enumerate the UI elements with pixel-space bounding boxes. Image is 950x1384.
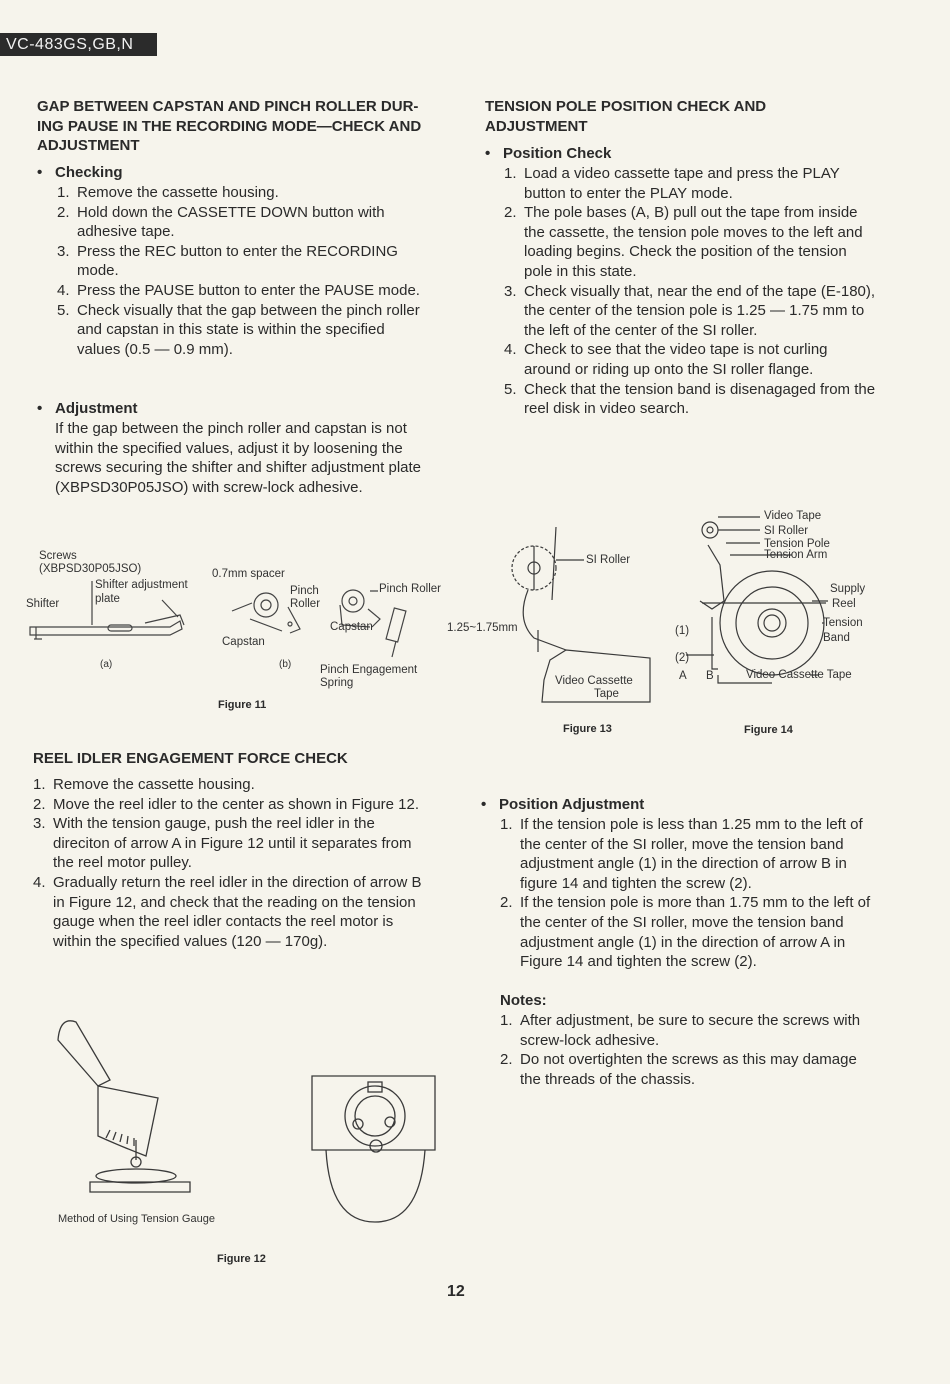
fig13-si-roller-label: SI Roller [586, 554, 631, 566]
position-adjustment-heading: • Position Adjustment [481, 796, 645, 813]
list-item: 2. Do not overtighten the screws as this may damage the threads of the chassis. [500, 1051, 857, 1088]
figure-13-caption: Figure 13 [563, 723, 612, 735]
fig13-video-cassette-label: Video Cassette [555, 675, 633, 687]
bullet-icon: • [37, 400, 43, 417]
list-item: 5. Check that the tension band is disenagaged from the reel disk in video search. [504, 380, 876, 418]
fig11-spacer-label: 0.7mm spacer [212, 568, 285, 580]
fig11-shifter-adjustment-label: Shifter adjustment [95, 579, 188, 591]
list-item: 1. After adjustment, be sure to secure the screws with screw-lock adhesive. [500, 1012, 861, 1049]
fig11-screws-label: Screws [39, 550, 77, 562]
fig13-dimension-label: 1.25~1.75mm [447, 622, 518, 634]
fig14-a-label: A [679, 670, 687, 682]
fig12-method-label: Method of Using Tension Gauge [58, 1213, 215, 1225]
fig14-one-label: (1) [675, 625, 690, 637]
reel-steps [33, 775, 427, 951]
fig13-tape-label: Tape [594, 688, 619, 700]
fig14-b-label: B [706, 670, 714, 682]
fig11-b-label: (b) [279, 659, 292, 670]
fig11-plate-label: plate [95, 593, 120, 605]
list-item: 2. The pole bases (A, B) pull out the tape from inside the cassette, the tension pole moves to the left and loading begins. Check the position of the tension pole in this state. [504, 204, 863, 280]
fig14-tension-pole-label: Tension Pole [764, 538, 830, 550]
checking-heading: • Checking [37, 164, 123, 181]
notes-list [500, 1011, 874, 1089]
adjustment-text: If the gap between the pinch roller and capstan is not within the specified values, adjust it by loosening the screws securing the shifter and shifter adjustment plate (XBPSD30P05JSO) with screw-lock adhesive. [55, 420, 422, 496]
fig14-two-label: (2) [675, 652, 690, 664]
adjustment-heading: • Adjustment [37, 400, 138, 417]
reel-section-title: REEL IDLER ENGAGEMENT FORCE CHECK [33, 750, 348, 767]
list-item: 2. Move the reel idler to the center as shown in Figure 12. [33, 795, 420, 813]
position-check-heading: • Position Check [485, 145, 612, 162]
position-check-steps [504, 164, 876, 419]
fig11-pinch-label: Pinch [290, 585, 319, 597]
fig14-band-label: Band [823, 632, 850, 644]
fig14-si-roller-label: SI Roller [764, 525, 809, 537]
model-tag: VC-483GS,GB,N [0, 33, 157, 56]
position-adjustment-steps [500, 815, 874, 972]
list-item: 5. Check visually that the gap between the pinch roller and capstan in this state is within the specified values (0.5 — 0.9 mm). [57, 301, 420, 358]
list-item: 1. Remove the cassette housing. [57, 184, 279, 201]
figure-13 [446, 520, 656, 740]
fig11-pinch-engagement-label: Pinch Engagement [320, 664, 418, 676]
notes-heading: Notes: [500, 992, 547, 1009]
fig14-reel-label: Reel [832, 598, 856, 610]
list-item: 3. Press the REC button to enter the RECORDING mode. [57, 242, 398, 280]
fig14-tension-label: Tension [823, 617, 863, 629]
fig14-supply-label: Supply [830, 583, 866, 595]
fig11-capstan-b-label: Capstan [330, 621, 373, 633]
fig14-video-tape-label: Video Tape [764, 510, 822, 522]
fig11-capstan-a-label: Capstan [222, 636, 265, 648]
figure-11-caption: Figure 11 [218, 699, 267, 711]
list-item: 1. Remove the cassette housing. [33, 776, 255, 793]
fig11-shifter-label: Shifter [26, 598, 60, 610]
list-item: 4. Gradually return the reel idler in the direction of arrow B in Figure 12, and check that the reading on the tension gauge when the reel idler contacts the reel motor is within the specified values (120 — 170g). [33, 873, 422, 950]
tension-section-title: TENSION POLE POSITION CHECK AND ADJUSTMENT [485, 98, 767, 135]
fig14-tension-arm-label: Tension Arm [764, 549, 828, 561]
figure-14-caption: Figure 14 [744, 724, 793, 736]
figure-11 [20, 545, 460, 715]
bullet-icon: • [37, 164, 43, 181]
fig14-video-cassette-tape-label: Video Cassette Tape [746, 669, 852, 681]
list-item: 1. If the tension pole is less than 1.25 mm to the left of the center of the SI roller, move the tension band adjustment angle (1) in the direction of arrow B in figure 14 and tighten the screw (2). [500, 816, 863, 892]
figure-12-caption: Figure 12 [217, 1253, 266, 1265]
bullet-icon: • [481, 796, 487, 813]
list-item: 3. Check visually that, near the end of the tape (E-180), the center of the tension pole is 1.25 — 1.75 mm to the left of the center of the SI roller. [504, 282, 876, 339]
fig11-roller-label: Roller [290, 598, 321, 610]
figure-12 [40, 1010, 460, 1270]
figure-12-drawing [40, 1010, 460, 1270]
gap-section-title: GAP BETWEEN CAPSTAN AND PINCH ROLLER DUR-ING PAUSE IN THE RECORDING MODE—CHECK AND ADJUSTMENT [37, 98, 422, 154]
list-item: 1. Load a video cassette tape and press the PLAY button to enter the PLAY mode. [504, 165, 840, 202]
fig11-pinch-roller-label: Pinch Roller [379, 583, 441, 595]
checking-steps [57, 183, 429, 359]
fig11-spring-label: Spring [320, 677, 354, 689]
list-item: 2. Hold down the CASSETTE DOWN button with adhesive tape. [57, 203, 385, 241]
list-item: 2. If the tension pole is more than 1.75 mm to the left of the center of the SI roller, move the tension band adjustment angle (1) in the direction of arrow A in Figure 14 and tighten the screw (2). [500, 894, 871, 971]
fig11-screws-code: (XBPSD30P05JSO) [39, 563, 142, 575]
figure-14 [672, 505, 902, 745]
bullet-icon: • [485, 145, 491, 162]
list-item: 4. Check to see that the video tape is not curling around or riding up onto the SI roller flange. [504, 341, 828, 378]
list-item: 3. With the tension gauge, push the reel idler in the direciton of arrow A in Figure 12 until it separates from the reel motor pulley. [33, 815, 412, 872]
page-number: 12 [447, 1283, 465, 1300]
list-item: 4. Press the PAUSE button to enter the PAUSE mode. [57, 281, 420, 299]
fig11-a-label: (a) [100, 659, 113, 670]
